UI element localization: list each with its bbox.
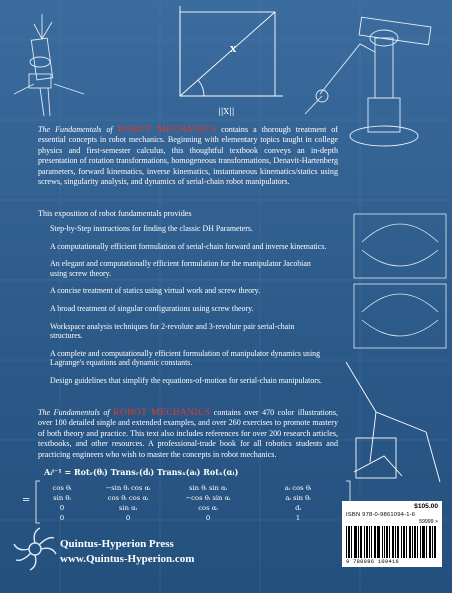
matrix-cell: −cos θᵢ sin αᵢ (185, 494, 231, 502)
provides-heading: This exposition of robot fundamentals provides (38, 209, 192, 218)
intro-paragraph (38, 125, 338, 187)
feature-item: A computationally efficient formulation of serial-chain forward and inverse kinematics. (50, 241, 327, 251)
outro-body: contains over 470 color illustrations, over 100 detailed single and extended examples, and over 260 exercises to promote mastery of both theory and practice. This text also includes references for over 200 research articles, textbooks, and other resources. A professional-trade book for all robotics students and practicing engineers who wish to master the concepts in robot mechanics. (38, 408, 339, 459)
publisher-url: www.Quintus-Hyperion.com (60, 553, 195, 565)
feature-item: Workspace analysis techniques for 2-revolute and 3-revolute pair serial-chain structures. (50, 321, 295, 341)
barcode-bar (423, 526, 424, 558)
matrix-cell: 0 (205, 514, 211, 522)
barcode-bar (384, 526, 385, 558)
publisher-block (60, 537, 280, 567)
barcode-bar (369, 526, 370, 558)
barcode-bar (355, 526, 356, 558)
equation-lhs: Aᵢⁱ⁻¹ = Rotᵣ(θᵢ) Transᵣ(dᵢ) Transₓ(aᵢ) Rotₓ(αᵢ) (44, 467, 239, 477)
matrix-cell: sin θᵢ sin αᵢ (189, 484, 227, 492)
barcode-bar (429, 526, 430, 558)
barcode-bar (403, 526, 404, 558)
dh-transformation-equation (20, 465, 365, 525)
barcode-bar (420, 526, 421, 558)
intro-body: contains a thorough treatment of essential concepts in robot mechanics. Beginning with elementary topics taught in college physics and first-semester calculus, this thoughtful textbook conveys an in-depth presentation of rotation transformations, homogeneous transformations, Denavit-Hartenberg parameters, forward kinematics, inverse kinematics, instantaneous kinematics/statics using screws, singularity analysis, and dynamics of serial-chain robot manipulators. (38, 125, 338, 187)
barcode-bars (346, 526, 438, 558)
matrix-cell: cos αᵢ (198, 504, 218, 512)
matrix-cell: sin αᵢ (118, 504, 138, 512)
barcode-bar (392, 526, 393, 558)
barcode-bar (382, 526, 383, 558)
feature-item: Design guidelines that simplify the equations-of-motion for serial-chain manipulators. (50, 375, 322, 385)
feature-item: An elegant and computationally efficient formulation for the manipulator Jacobian using screw theory. (50, 259, 311, 278)
outro-lead: The Fundamentals of (38, 408, 110, 417)
barcode-bar (374, 526, 375, 558)
barcode-bar (361, 526, 362, 558)
isbn-label: ISBN 978-0-9861094-1-6 (346, 512, 416, 518)
publisher-name: Quintus-Hyperion Press (60, 538, 174, 550)
barcode-bar (375, 526, 376, 558)
matrix-cell: cos θᵢ (52, 484, 72, 492)
barcode-digits: 9 780986 109416 (346, 559, 400, 565)
barcode-bar (422, 526, 423, 558)
barcode-bar (387, 526, 388, 558)
outro-paragraph (38, 408, 338, 460)
matrix-cell: cos θᵢ cos αᵢ (107, 494, 149, 502)
barcode-bar (424, 526, 425, 558)
feature-item: Step-by-Step instructions for finding the classic DH Parameters. (50, 224, 253, 233)
barcode-bar (410, 526, 411, 558)
barcode-bar (358, 526, 359, 558)
matrix-cell: 1 (295, 514, 301, 522)
barcode-bar (351, 526, 352, 558)
equation-equals: = (22, 495, 31, 506)
barcode-bar (346, 526, 347, 558)
feature-item: A broad treatment of singular configurations using screw theory. (50, 303, 254, 313)
barcode-bar (406, 526, 407, 558)
feature-item: A complete and computationally efficient formulation of manipulator dynamics using Lagrange's equations and dynamic constants. (50, 348, 321, 368)
intro-lead: The Fundamentals of (38, 125, 113, 134)
barcode-bar (435, 526, 436, 558)
matrix-cell: dᵢ (295, 504, 301, 512)
matrix-cell: aᵢ cos θᵢ (284, 484, 312, 492)
vector-projection-diagram (158, 4, 298, 124)
feature-list (50, 224, 328, 394)
barcode-bar (397, 526, 398, 558)
barcode-bar (393, 526, 394, 558)
publisher-logo-icon (12, 526, 58, 572)
barcode-bar (415, 526, 416, 558)
barcode-bar (348, 526, 349, 558)
barcode-bar (409, 526, 410, 558)
isbn-barcode-box (342, 501, 442, 567)
barcode-bar (366, 526, 367, 558)
svg-text:||X||: ||X|| (218, 107, 235, 116)
matrix-cell: 0 (59, 504, 65, 512)
outro-book-title: ROBOT MECHANICS (113, 407, 211, 418)
barcode-bar (395, 526, 396, 558)
barcode-bar (367, 526, 368, 558)
matrix-cell: 0 (125, 514, 131, 522)
barcode-bar (364, 526, 365, 558)
barcode-bar (389, 526, 390, 558)
barcode-bar (360, 526, 361, 558)
barcode-bar (371, 526, 372, 558)
matrix-cell: −sin θᵢ cos αᵢ (105, 484, 151, 492)
barcode-bar (417, 526, 418, 558)
barcode-bar (404, 526, 405, 558)
barcode-bar (432, 526, 433, 558)
matrix-cell: sin θᵢ (53, 494, 71, 502)
barcode-bar (349, 526, 350, 558)
matrix-cell: aᵢ sin θᵢ (285, 494, 311, 502)
matrix-cell: 0 (59, 514, 65, 522)
barcode-bar (398, 526, 399, 558)
robot-arm-sketch-left (4, 4, 94, 119)
barcode-bar (354, 526, 355, 558)
barcode-bar (379, 526, 380, 558)
feature-item: A concise treatment of statics using virtual work and screw theory. (50, 286, 261, 296)
barcode-bar (414, 526, 415, 558)
barcode-bar (426, 526, 427, 558)
svg-text:X: X (230, 44, 237, 54)
barcode-bar (434, 526, 435, 558)
barcode-bar (378, 526, 379, 558)
barcode-bar (401, 526, 402, 558)
intro-book-title: ROBOT MECHANICS (117, 124, 217, 135)
workspace-analysis-diagrams (352, 212, 448, 352)
barcode-bar (377, 526, 378, 558)
barcode-bar (386, 526, 387, 558)
barcode-bar (356, 526, 357, 558)
barcode-bar (430, 526, 431, 558)
barcode-bar (412, 526, 413, 558)
price-label: $105.00 (414, 503, 438, 510)
price-addon-code: 59999 > (419, 519, 438, 525)
